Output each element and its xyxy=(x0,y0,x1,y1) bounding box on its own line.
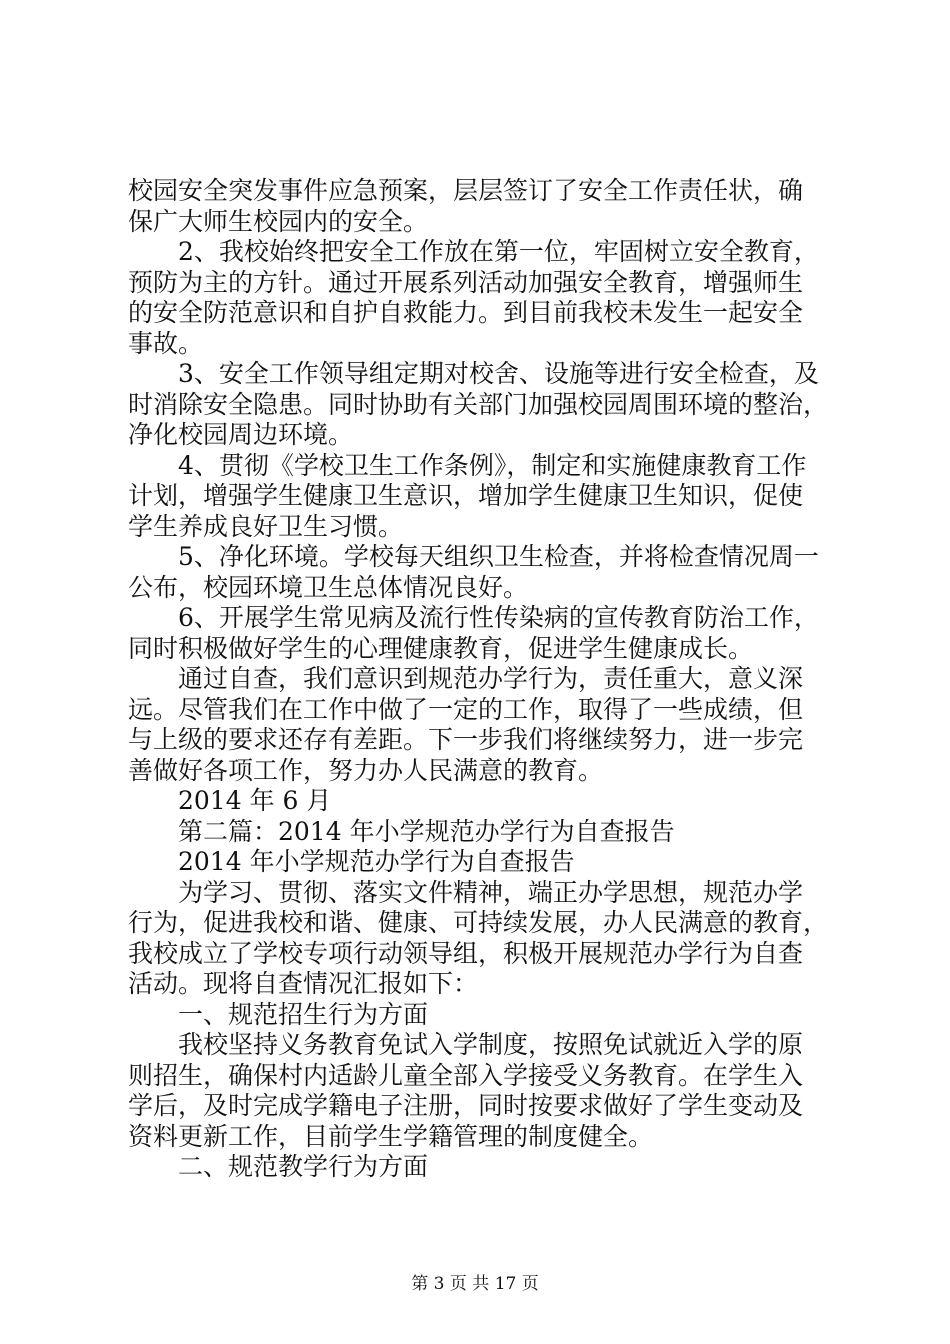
text-line: 的安全防范意识和自护自救能力。到目前我校未发生一起安全 xyxy=(128,298,804,327)
text-line: 通过自查，我们意识到规范办学行为，责任重大，意义深 xyxy=(178,664,804,693)
text-line: 一、规范招生行为方面 xyxy=(178,999,429,1029)
text-line: 资料更新工作，目前学生学籍管理的制度健全。 xyxy=(128,1121,654,1151)
text-line: 校园安全突发事件应急预案，层层签订了安全工作责任状，确 xyxy=(128,176,804,205)
text-line: 2014 年小学规范办学行为自查报告 xyxy=(178,847,575,876)
text-line: 学生养成良好卫生习惯。 xyxy=(128,511,404,541)
text-line: 远。尽管我们在工作中做了一定的工作，取得了一些成绩，但 xyxy=(128,694,804,724)
text-line: 第二篇：2014 年小学规范办学行为自查报告 xyxy=(178,816,675,846)
text-line: 保广大师生校园内的安全。 xyxy=(128,206,429,236)
text-line: 为学习、贯彻、落实文件精神，端正办学思想，规范办学 xyxy=(178,877,804,907)
text-line: 二、规范教学行为方面 xyxy=(178,1152,429,1181)
text-line: 计划，增强学生健康卫生意识，增加学生健康卫生知识，促使 xyxy=(128,481,804,510)
page-footer: 第 3 页 共 17 页 xyxy=(411,1274,539,1294)
text-line: 活动。现将自查情况汇报如下： xyxy=(128,969,479,998)
text-line: 与上级的要求还存有差距。下一步我们将继续努力，进一步完 xyxy=(128,725,804,754)
text-line: 善做好各项工作，努力办人民满意的教育。 xyxy=(128,755,604,785)
text-line: 学后，及时完成学籍电子注册，同时按要求做好了学生变动及 xyxy=(128,1091,804,1120)
text-line: 2014 年 6 月 xyxy=(178,786,332,815)
text-line: 5、净化环境。学校每天组织卫生检查，并将检查情况周一 xyxy=(178,542,819,571)
text-line: 我校坚持义务教育免试入学制度，按照免试就近入学的原 xyxy=(178,1030,804,1059)
document-body xyxy=(128,176,832,1183)
text-line: 公布，校园环境卫生总体情况良好。 xyxy=(128,572,529,602)
text-line: 净化校园周边环境。 xyxy=(128,420,354,449)
text-line: 行为，促进我校和谐、健康、可持续发展，办人民满意的教育， xyxy=(128,908,829,937)
text-line: 2、我校始终把安全工作放在第一位，牢固树立安全教育， xyxy=(178,237,819,266)
text-line: 事故。 xyxy=(128,328,204,358)
text-line: 预防为主的方针。通过开展系列活动加强安全教育，增强师生 xyxy=(128,267,804,297)
text-line: 6、开展学生常见病及流行性传染病的宣传教育防治工作， xyxy=(178,603,819,632)
text-line: 我校成立了学校专项行动领导组，积极开展规范办学行为自查 xyxy=(128,938,804,968)
text-line: 3、安全工作领导组定期对校舍、设施等进行安全检查，及 xyxy=(178,359,819,388)
text-line: 同时积极做好学生的心理健康教育，促进学生健康成长。 xyxy=(128,633,754,663)
text-line: 时消除安全隐患。同时协助有关部门加强校园周围环境的整治， xyxy=(128,389,829,419)
text-line: 则招生，确保村内适龄儿童全部入学接受义务教育。在学生入 xyxy=(128,1060,804,1090)
text-line: 4、贯彻《学校卫生工作条例》，制定和实施健康教育工作 xyxy=(178,450,807,480)
